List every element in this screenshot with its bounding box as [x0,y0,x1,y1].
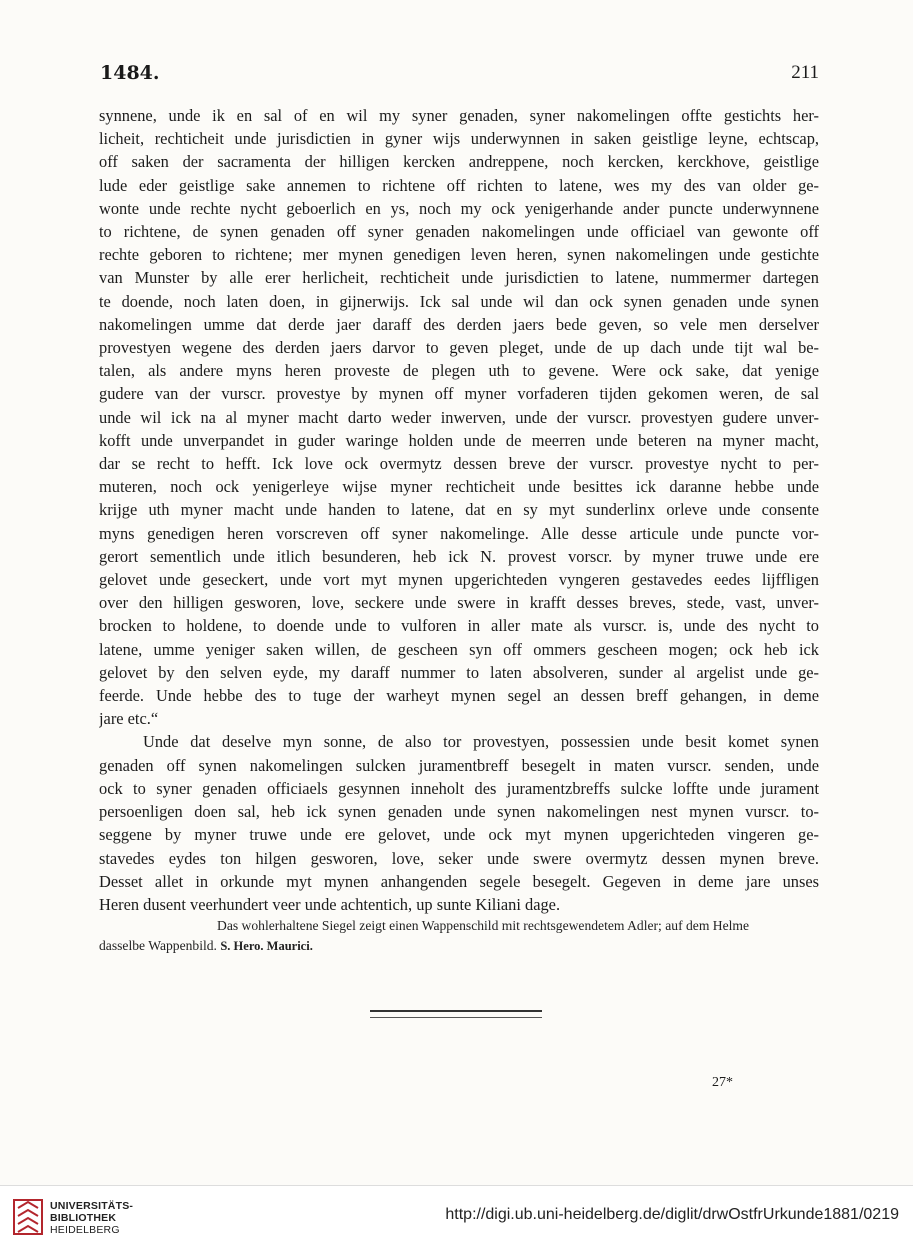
text-line: stavedes eydes ton hilgen gesworen, love, seker unde swere overmytz dessen mynen breve. [99,848,819,868]
library-logo[interactable] [12,1196,192,1240]
text-line: van Munster by alle erer herlicheit, rechticheit unde jurisdictien to latene, nummermer dartegen [99,268,819,288]
viewer-footer [0,1185,913,1250]
text-line: wonte unde rechte nycht geboerlich en ys, noch my ock yenigerhande ander puncte underwynnene [99,198,819,218]
library-name-line-3: HEIDELBERG [50,1224,120,1236]
text-line: ock to syner genaden officiaels gesynnen inneholt des juramentzbreffs sulcke loffte unde jurament [99,778,819,798]
header-year: 1484. [100,62,160,84]
text-line: nakomelingen umme dat derde jaer daraff des derden jaers bede geven, so vele men derselver [99,314,819,334]
text-line: brocken to holdene, to doende unde to vulforen in aller mate als vurscr. is, unde des nycht to [99,616,819,636]
text-line: dar se recht to hefft. Ick love ock overmytz dessen breve der vurscr. provestye nycht to per- [99,454,819,474]
university-logo-icon [12,1198,44,1236]
library-name-line-1: UNIVERSITÄTS- [50,1200,134,1212]
text-line: kofft unde unverpandet in guder waringe holden unde de meerren unde beteren na myner macht, [99,430,819,450]
text-line: latene, umme yeniger saken willen, de gescheen syn off ommers gescheen mogen; ock heb ick [99,639,819,659]
text-line: jare etc.“ [99,709,159,729]
text-line: lude eder geistlige sake annemen to richtene off richten to latene, wes my des van older ge- [99,175,819,195]
text-line: gudere van der vurscr. provestye by mynen off myner vorfaderen tijden gekomen weren, de sal [99,384,819,404]
text-line: muteren, noch ock yenigerleye wijse myner rechticheit unde besittes ick daranne hebbe unde [99,477,819,497]
text-line: synnene, unde ik en sal of en wil my syner genaden, syner nakomelingen offte gestichts her- [99,106,819,125]
seal-note-line-2 [99,936,815,956]
text-line: te doende, noch laten doen, in gijnerwijs. Ick sal unde wil dan ock synen genaden unde synen [99,291,819,311]
seal-note-line-1: Das wohlerhaltene Siegel zeigt einen Wappenschild mit rechtsgewendetem Adler; auf dem Helme [217,918,750,933]
text-line: genaden off synen nakomelingen sulcken juramentbreff besegelt in maten vurscr. senden, unde [99,755,819,775]
text-line: licheit, rechticheit unde jurisdictien in gyner wijs underwynnen in saken geistlige leyne, echtscap, [99,129,819,149]
library-name-line-2: BIBLIOTHEK [50,1212,117,1224]
text-line: feerde. Unde hebbe des to tuge der warheyt mynen segel an dessen breff gehangen, in deme [99,686,819,706]
text-line: gelovet by den selven eyde, my daraff nummer to laten absolveren, sunder al argelist unde ge- [99,662,819,682]
text-line: myns genedigen heren vorscreven off syner nakomelinge. Alle desse articule unde puncte vor- [99,523,819,543]
document-body [99,104,819,916]
text-line: unde wil ick na al myner macht darto weder inwerven, unde der vurscr. provestyen gudere unver- [99,407,819,427]
page-header [100,62,819,90]
text-line: to richtene, de synen genaden off syner genaden nakomelingen unde officiael van gewonte off [99,222,819,242]
text-line: off saken der sacramenta der hilligen kercken andreppene, noch kercken, kerckhove, geistlige [99,152,819,172]
text-line: over den hilligen gesworen, love, seckere unde swere in krafft desses breves, stede, vast, unver- [99,593,819,613]
seal-inscription: S. Hero. Maurici. [220,939,313,953]
text-line: rechte geboren to richtene; mer mynen genedigen leven heren, synen nakomelingen unde gestichte [99,245,819,265]
text-line: talen, als andere myns heren proveste de plegen uth to gevene. Were ock sake, dat yenige [99,361,819,381]
library-name [50,1200,133,1236]
text-line: provestyen wegene des derden jaers darvor to geven pleget, unde de up dach unde tijt wal be- [99,338,819,358]
page-number: 211 [791,62,819,83]
text-line: Heren dusent veerhundert veer unde achtentich, up sunte Kiliani dage. [99,894,561,914]
text-line: gelovet unde geseckert, unde vort myt mynen upgerichteden vyngeren gestavedes eedes lijffligen [99,570,819,590]
signature-mark: 27* [712,1075,733,1090]
text-line: persoenligen doen sal, heb ick synen genaden unde synen nakomelingen nest mynen vurscr. to- [99,802,819,822]
seal-note-text: dasselbe Wappenbild. [99,938,217,953]
text-line: Desset allet in orkunde myt mynen anhangenden segele besegelt. Gegeven in deme jare unses [99,871,819,891]
text-line: krijge uth myner macht unde handen to latene, dat en sy myt sunderlinx orleve unde consente [99,500,819,520]
text-line: Unde dat deselve myn sonne, de also tor provestyen, possessien unde besit komet synen [143,732,819,752]
permalink-url[interactable]: http://digi.ub.uni-heidelberg.de/diglit/drwOstfrUrkunde1881/0219 [445,1206,899,1223]
seal-note [99,916,815,956]
bleed-through-text [96,1014,816,1031]
text-line: gerort sementlich unde itlich besunderen, heb ick N. provest vorscr. by myner truwe unde ere [99,546,819,566]
text-line: seggene by myner truwe unde ere gelovet, unde ock myt mynen upgerichteden vingeren ge- [99,825,819,845]
